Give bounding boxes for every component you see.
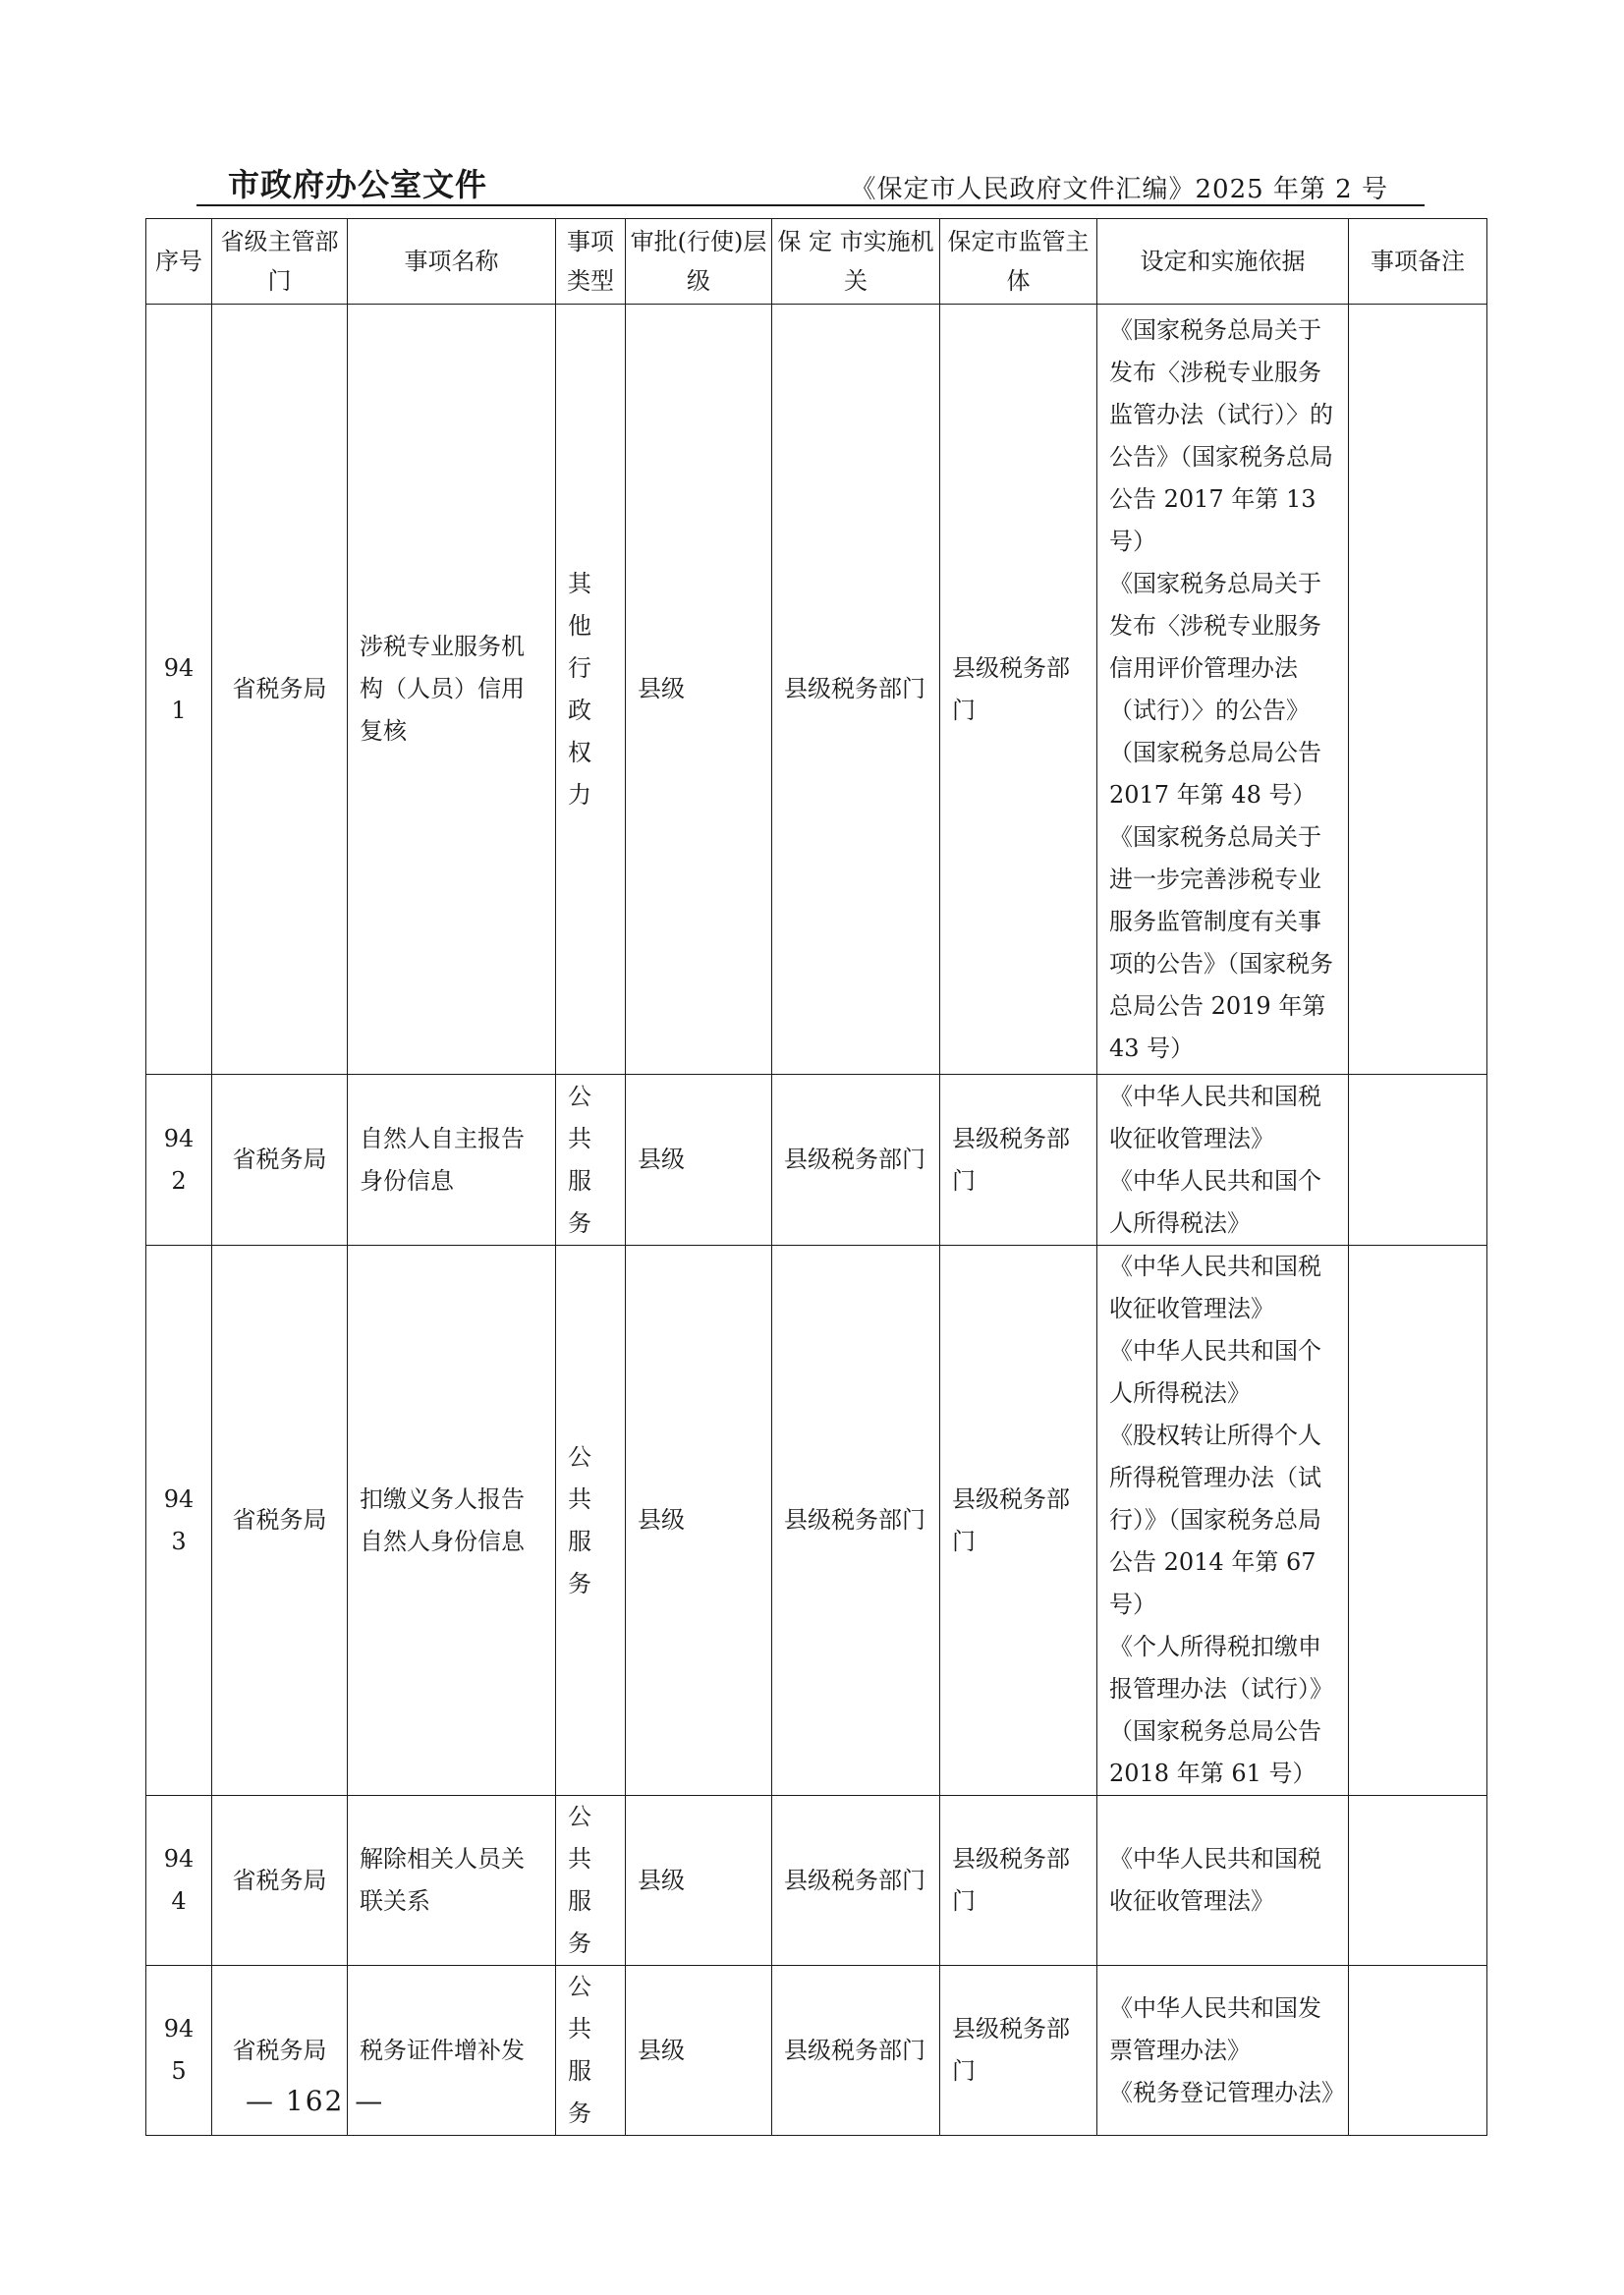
row-number: 942 [146,1075,212,1246]
page-number: — 162 — [246,2085,385,2117]
dept-cell: 省税务局 [212,1966,348,2136]
col-header-num: 序号 [146,219,212,305]
publication-title: 《保定市人民政府文件汇编》2025 年第 2 号 [850,175,1388,204]
legal-basis-entry: 《国家税务总局关于发布〈涉税专业服务监管办法（试行）〉的公告》（国家税务总局公告 2017 年第 13 号） [1109,315,1333,555]
col-header-supervisor: 保定市监管主体 [940,219,1097,305]
level-cell: 县级 [626,1246,772,1796]
table-row [146,1796,1487,1966]
dept-cell: 省税务局 [212,1796,348,1966]
dept-cell: 省税务局 [212,1075,348,1246]
legal-basis-entry: 《国家税务总局关于发布〈涉税专业服务信用评价管理办法（试行）〉的公告》（国家税务总局公告 2017 年第 48 号） [1109,569,1321,809]
legal-basis-cell [1097,1075,1349,1246]
remark-cell [1349,1966,1487,2136]
level-cell: 县级 [626,305,772,1075]
dept-cell: 省税务局 [212,305,348,1075]
implementing-body-cell: 县级税务部门 [772,1246,940,1796]
row-number: 943 [146,1246,212,1796]
col-header-remark: 事项备注 [1349,219,1487,305]
col-header-type: 事项类型 [556,219,626,305]
item-name-cell: 扣缴义务人报告自然人身份信息 [348,1246,556,1796]
remark-cell [1349,1246,1487,1796]
supervisor-cell: 县级税务部门 [940,305,1097,1075]
supervisor-cell: 县级税务部门 [940,1246,1097,1796]
col-header-name: 事项名称 [348,219,556,305]
legal-basis-entry: 《股权转让所得个人所得税管理办法（试行）》（国家税务总局公告 2014 年第 67 号） [1109,1422,1321,1618]
row-number: 941 [146,305,212,1075]
legal-basis-entry: 《中华人民共和国税收征收管理法》 [1109,1253,1321,1322]
implementing-body-cell: 县级税务部门 [772,1796,940,1966]
item-name-cell: 税务证件增补发 [348,1966,556,2136]
item-name-cell: 解除相关人员关联关系 [348,1796,556,1966]
table-row [146,1246,1487,1796]
supervisor-cell: 县级税务部门 [940,1796,1097,1966]
legal-basis-cell [1097,1796,1349,1966]
supervisor-cell: 县级税务部门 [940,1075,1097,1246]
header-rule [196,204,1425,206]
dept-cell: 省税务局 [212,1246,348,1796]
legal-basis-entry: 《中华人民共和国个人所得税法》 [1109,1337,1321,1407]
col-header-dept: 省级主管部 门 [212,219,348,305]
implementing-body-cell: 县级税务部门 [772,305,940,1075]
table-row [146,1075,1487,1246]
level-cell: 县级 [626,1966,772,2136]
col-header-body: 保 定 市实施机关 [772,219,940,305]
legal-basis-entry: 《中华人民共和国个人所得税法》 [1109,1166,1321,1237]
legal-basis-entry: 《中华人民共和国发票管理办法》 [1109,1993,1321,2064]
remark-cell [1349,1796,1487,1966]
row-number: 944 [146,1796,212,1966]
level-cell: 县级 [626,1796,772,1966]
item-type-cell: 公共服务 [556,1075,626,1246]
level-cell: 县级 [626,1075,772,1246]
item-type-cell: 公共服务 [556,1796,626,1966]
item-type-cell: 公共服务 [556,1966,626,2136]
legal-basis-entry: 《中华人民共和国税收征收管理法》 [1109,1845,1321,1915]
legal-basis-entry: 《税务登记管理办法》 [1109,2078,1345,2106]
item-type-cell: 公共服务 [556,1246,626,1796]
implementing-body-cell: 县级税务部门 [772,1075,940,1246]
document-source-label: 市政府办公室文件 [228,166,488,203]
items-table [145,218,1487,2136]
row-number: 945 [146,1966,212,2136]
remark-cell [1349,1075,1487,1246]
col-header-basis: 设定和实施依据 [1097,219,1349,305]
legal-basis-cell [1097,1246,1349,1796]
col-header-level: 审批(行使)层 级 [626,219,772,305]
legal-basis-entry: 《个人所得税扣缴申报管理办法（试行）》（国家税务总局公告 2018 年第 61 号） [1109,1633,1333,1787]
item-name-cell: 涉税专业服务机构（人员）信用复核 [348,305,556,1075]
item-name-cell: 自然人自主报告身份信息 [348,1075,556,1246]
item-type-cell: 其他行政权力 [556,305,626,1075]
table-row [146,305,1487,1075]
implementing-body-cell: 县级税务部门 [772,1966,940,2136]
legal-basis-entry: 《国家税务总局关于进一步完善涉税专业服务监管制度有关事项的公告》（国家税务总局公告 2019 年第 43 号） [1109,822,1333,1062]
remark-cell [1349,305,1487,1075]
legal-basis-entry: 《中华人民共和国税收征收管理法》 [1109,1082,1321,1152]
legal-basis-cell [1097,305,1349,1075]
supervisor-cell: 县级税务部门 [940,1966,1097,2136]
legal-basis-cell [1097,1966,1349,2136]
table-header-row [146,219,1487,305]
